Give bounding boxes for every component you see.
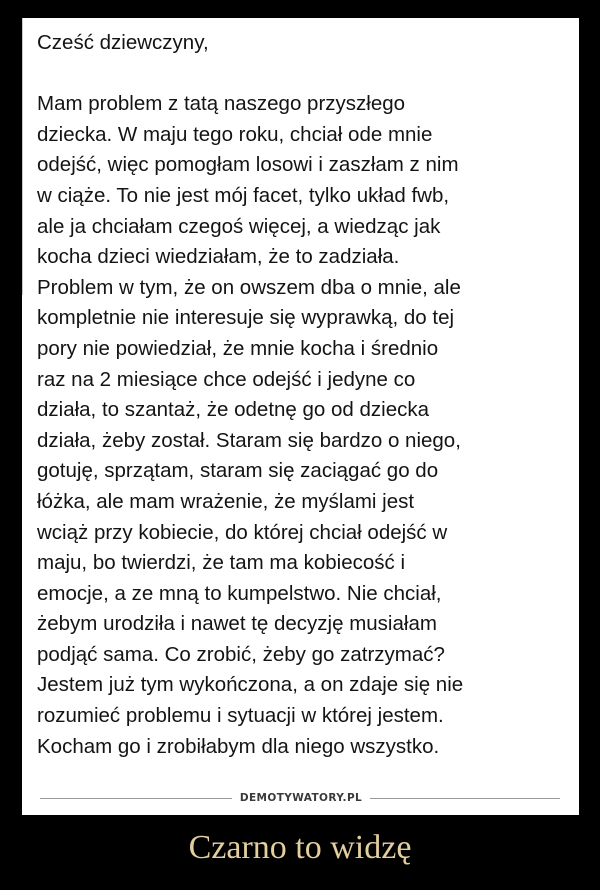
post-line: Jestem już tym wykończona, a on zdaje się nie <box>37 673 464 697</box>
post-line: kocha dzieci wiedziałam, że to zadziała. <box>37 245 400 269</box>
post-line: łóżka, ale mam wrażenie, że myślami jest <box>37 489 415 513</box>
post-line: Mam problem z tatą naszego przyszłego <box>37 92 406 116</box>
post-line: rozumieć problemu i sytuacji w której jestem. <box>37 704 444 728</box>
post-text <box>37 28 567 762</box>
post-line: maju, bo twierdzi, że tam ma kobiecość i <box>37 551 405 575</box>
post-line: działa, to szantaż, że odetnę go od dziecka <box>37 398 430 422</box>
post-line: kompletnie nie interesuje się wyprawką, do tej <box>37 306 455 330</box>
watermark-rule-right <box>370 798 560 799</box>
post-line: podjąć sama. Co zrobić, żeby go zatrzymać? <box>37 642 445 666</box>
post-line: żebym urodziła i nawet tę decyzję musiałam <box>37 612 437 636</box>
post-line: gotuję, sprzątam, staram się zaciągać go do <box>37 459 439 483</box>
watermark-rule-left <box>40 798 232 799</box>
demotivator-caption: Czarno to widzę <box>188 829 412 866</box>
post-line: Problem w tym, że on owszem dba o mnie, ale <box>37 275 461 299</box>
post-line: dziecka. W maju tego roku, chciał ode mnie <box>37 122 433 146</box>
post-line: emocje, a ze mną to kumpelstwo. Nie chciał, <box>37 581 442 605</box>
watermark-logo[interactable]: DEMOTYWATORY.PL <box>239 791 363 805</box>
post-line: raz na 2 miesiące chce odejść i jedyne co <box>37 367 416 391</box>
post-line: wciąż przy kobiecie, do której chciał odejść w <box>37 520 448 544</box>
post-line: ale ja chciałam czegoś więcej, a wiedząc jak <box>37 214 441 238</box>
paragraph-gap <box>37 59 567 90</box>
screenshot-edge-divider <box>22 18 23 295</box>
post-line: Kocham go i zrobiłabym dla niego wszystko. <box>37 734 440 758</box>
watermark-bar <box>22 791 579 815</box>
post-line: odejść, więc pomogłam losowi i zaszłam z nim <box>37 153 459 177</box>
post-line: pory nie powiedział, że mnie kocha i średnio <box>37 336 439 360</box>
demotivator-frame <box>22 18 579 815</box>
post-greeting: Cześć dziewczyny, <box>37 31 209 54</box>
post-line: w ciąże. To nie jest mój facet, tylko układ fwb, <box>37 183 450 207</box>
post-line: działa, żeby został. Staram się bardzo o niego, <box>37 428 461 452</box>
